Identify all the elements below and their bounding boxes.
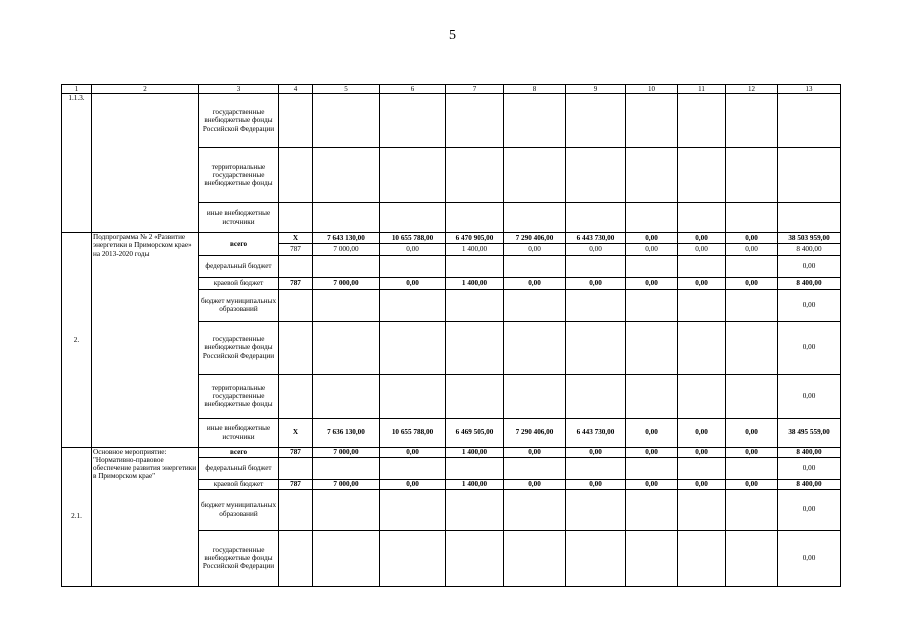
row-number: 2. bbox=[62, 233, 92, 448]
cell-value: 38 503 959,00 bbox=[778, 233, 840, 244]
cell-value: 10 655 788,00 bbox=[380, 233, 445, 244]
cell-value: 0,00 bbox=[726, 447, 778, 457]
funding-source-label: краевой бюджет bbox=[199, 479, 279, 489]
header-cell: 10 bbox=[626, 85, 678, 94]
cell-value: 0,00 bbox=[380, 277, 446, 289]
cell-value: 38 495 559,00 bbox=[778, 418, 841, 447]
cell-value: 787 bbox=[279, 277, 313, 289]
cell-value: 0,00 bbox=[566, 479, 626, 489]
table-row bbox=[62, 94, 841, 148]
header-cell: 11 bbox=[678, 85, 726, 94]
cell-value: 0,00 bbox=[528, 245, 541, 254]
cell-value: 7 636 130,00 bbox=[313, 418, 380, 447]
cell-value: 0,00 bbox=[678, 233, 725, 244]
funding-source-label: федеральный бюджет bbox=[199, 255, 279, 277]
funding-source-label: государственные внебюджетные фонды Российской Федерации bbox=[199, 321, 279, 374]
cell-value: 0,00 bbox=[626, 447, 678, 457]
cell-value: X bbox=[279, 418, 313, 447]
funding-source-label: территориальные государственные внебюджетные фонды bbox=[199, 148, 279, 203]
cell-value: 0,00 bbox=[778, 374, 841, 418]
cell-value: 0,00 bbox=[626, 233, 677, 244]
table-row bbox=[62, 233, 841, 256]
cell-value: 6 469 505,00 bbox=[446, 418, 504, 447]
cell-value: 0,00 bbox=[745, 245, 758, 254]
header-cell: 9 bbox=[566, 85, 626, 94]
cell-value: 0,00 bbox=[678, 277, 726, 289]
cell-value: 0,00 bbox=[726, 418, 778, 447]
cell-value: 0,00 bbox=[380, 479, 446, 489]
funding-source-label: государственные внебюджетные фонды Российской Федерации bbox=[199, 94, 279, 148]
funding-source-label: бюджет муниципальных образований bbox=[199, 489, 279, 530]
cell-value: 0,00 bbox=[626, 277, 678, 289]
cell-value: 0,00 bbox=[566, 277, 626, 289]
cell-value: 8 400,00 bbox=[796, 245, 822, 254]
header-cell: 8 bbox=[504, 85, 566, 94]
cell-value: 0,00 bbox=[778, 530, 841, 586]
cell-value: 7 643 130,00 bbox=[313, 233, 379, 244]
cell-value: 8 400,00 bbox=[778, 277, 841, 289]
cell-value: 0,00 bbox=[678, 479, 726, 489]
header-cell: 6 bbox=[380, 85, 446, 94]
cell-value: 0,00 bbox=[695, 245, 708, 254]
cell-value: 0,00 bbox=[566, 447, 626, 457]
cell-value: 787 bbox=[279, 479, 313, 489]
cell-value: 0,00 bbox=[726, 233, 777, 244]
cell-value: 0,00 bbox=[380, 447, 446, 457]
funding-source-label: всего bbox=[199, 233, 279, 256]
funding-source-label: всего bbox=[199, 447, 279, 457]
cell-value: 0,00 bbox=[726, 277, 778, 289]
cell-value: 787 bbox=[290, 245, 301, 254]
funding-source-label: государственные внебюджетные фонды Российской Федерации bbox=[199, 530, 279, 586]
cell-value: 0,00 bbox=[778, 489, 841, 530]
cell-value: 8 400,00 bbox=[778, 447, 841, 457]
cell-value: 7 290 406,00 bbox=[504, 233, 565, 244]
cell-value: 0,00 bbox=[626, 479, 678, 489]
header-row bbox=[62, 85, 841, 94]
cell-value: 0,00 bbox=[589, 245, 602, 254]
cell-value: 0,00 bbox=[778, 289, 841, 321]
cell-value: 7 000,00 bbox=[313, 447, 380, 457]
cell-value: 6 443 730,00 bbox=[566, 233, 625, 244]
cell-value: 10 655 788,00 bbox=[380, 418, 446, 447]
cell-value: 1 400,00 bbox=[446, 479, 504, 489]
funding-source-label: бюджет муниципальных образований bbox=[199, 289, 279, 321]
funding-source-label: иные внебюджетные источники bbox=[199, 418, 279, 447]
cell-value: 0,00 bbox=[504, 447, 566, 457]
row-title: Подпрограмма № 2 «Развитие энергетики в Приморском крае» на 2013-2020 годы bbox=[92, 233, 199, 448]
cell-value: 7 000,00 bbox=[313, 479, 380, 489]
funding-source-label: территориальные государственные внебюджетные фонды bbox=[199, 374, 279, 418]
cell-value: 0,00 bbox=[406, 245, 419, 254]
cell-value: 6 470 905,00 bbox=[446, 233, 503, 244]
header-cell: 13 bbox=[778, 85, 841, 94]
cell-value: 0,00 bbox=[678, 447, 726, 457]
funding-source-label: иные внебюджетные источники bbox=[199, 203, 279, 233]
cell-value: X bbox=[279, 233, 312, 244]
cell-value: 787 bbox=[279, 447, 313, 457]
cell-value: 0,00 bbox=[645, 245, 658, 254]
cell-value: 0,00 bbox=[678, 418, 726, 447]
table-row bbox=[62, 447, 841, 457]
cell-value: 7 290 406,00 bbox=[504, 418, 566, 447]
header-cell: 12 bbox=[726, 85, 778, 94]
row-title: Основное мероприятие: "Нормативно-правовое обеспечение развития энергетики в Приморском крае" bbox=[92, 447, 199, 586]
funding-source-label: краевой бюджет bbox=[199, 277, 279, 289]
budget-table bbox=[61, 84, 841, 587]
row-number: 2.1. bbox=[62, 447, 92, 586]
cell-value: 1 400,00 bbox=[461, 245, 488, 254]
row-title bbox=[92, 94, 199, 233]
cell-value: 7 000,00 bbox=[333, 245, 359, 254]
cell-value: 0,00 bbox=[726, 479, 778, 489]
cell-value: 0,00 bbox=[504, 479, 566, 489]
cell-value: 0,00 bbox=[778, 457, 841, 479]
header-cell: 1 bbox=[62, 85, 92, 94]
header-cell: 2 bbox=[92, 85, 199, 94]
cell-value: 8 400,00 bbox=[778, 479, 841, 489]
cell-value: 6 443 730,00 bbox=[566, 418, 626, 447]
header-cell: 3 bbox=[199, 85, 279, 94]
header-cell: 4 bbox=[279, 85, 313, 94]
cell-value: 0,00 bbox=[778, 255, 841, 277]
cell-value: 0,00 bbox=[778, 321, 841, 374]
row-number: 1.1.3. bbox=[62, 94, 92, 233]
cell-value: 7 000,00 bbox=[313, 277, 380, 289]
page-number: 5 bbox=[449, 28, 456, 43]
header-cell: 5 bbox=[313, 85, 380, 94]
header-cell: 7 bbox=[446, 85, 504, 94]
funding-source-label: федеральный бюджет bbox=[199, 457, 279, 479]
cell-value: 1 400,00 bbox=[446, 447, 504, 457]
cell-value: 0,00 bbox=[626, 418, 678, 447]
cell-value: 1 400,00 bbox=[446, 277, 504, 289]
cell-value: 0,00 bbox=[504, 277, 566, 289]
